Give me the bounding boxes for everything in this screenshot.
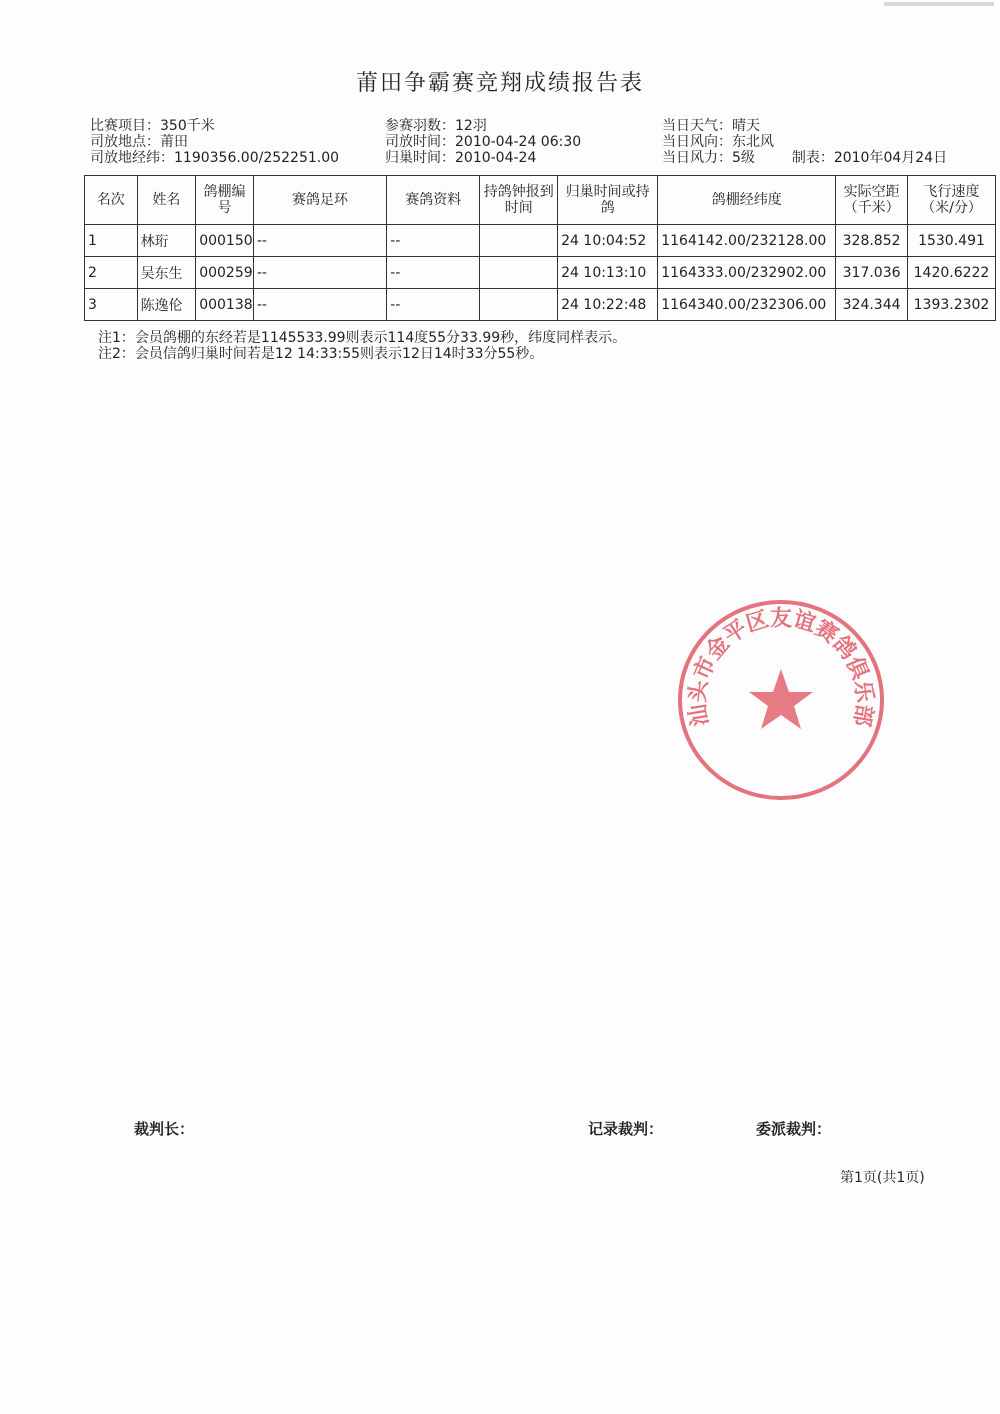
- cell-loft-coord: 1164340.00/232306.00: [658, 289, 836, 321]
- cell-return-time: 24 10:13:10: [558, 257, 658, 289]
- table-row: [85, 257, 996, 289]
- delegate-signature: 委派裁判：: [756, 1120, 832, 1138]
- col-header-loft-id: 鸽棚编号: [196, 176, 254, 225]
- col-header-ring: 赛鸽足环: [253, 176, 386, 225]
- recorder-signature: 记录裁判：: [588, 1120, 664, 1138]
- page-title: 莆田争霸赛竞翔成绩报告表: [355, 71, 644, 96]
- release-place-value: 莆田: [160, 134, 188, 150]
- table-row: [85, 289, 996, 321]
- wind-force-label: 当日风力：: [662, 150, 732, 166]
- col-header-rank: 名次: [85, 176, 138, 225]
- release-coord-row: [90, 150, 339, 166]
- release-place-label: 司放地点：: [90, 134, 160, 150]
- cell-clock-time: [480, 289, 558, 321]
- release-place-row: [90, 134, 188, 150]
- made-date-value: 2010年04月24日: [833, 150, 948, 166]
- cell-rank: 3: [85, 289, 138, 321]
- col-header-distance: 实际空距（千米）: [836, 176, 908, 225]
- table-header-row: [85, 176, 996, 225]
- cell-rank: 1: [85, 225, 138, 257]
- event-label: 比赛项目：: [90, 118, 160, 134]
- cell-loft-id: 000138: [196, 289, 254, 321]
- release-time-label: 司放时间：: [385, 134, 455, 150]
- cell-distance: 328.852: [836, 225, 908, 257]
- cell-speed: 1530.491: [907, 225, 995, 257]
- return-time-row: [385, 150, 536, 166]
- cell-name: 吴东生: [137, 257, 196, 289]
- wind-direction-value: 东北风: [732, 134, 774, 150]
- table-row: [85, 225, 996, 257]
- page-number: 第1页(共1页): [840, 1170, 925, 1186]
- cell-clock-time: [480, 257, 558, 289]
- cell-speed: 1393.2302: [907, 289, 995, 321]
- col-header-speed: 飞行速度（米/分）: [907, 176, 995, 225]
- cell-loft-id: 000259: [196, 257, 254, 289]
- col-header-return-time: 归巢时间或持鸽: [558, 176, 658, 225]
- entries-value: 12羽: [455, 118, 487, 134]
- cell-ring: --: [253, 225, 386, 257]
- cell-pigeon-info: --: [387, 289, 480, 321]
- cell-name: 林珩: [137, 225, 196, 257]
- cell-ring: --: [253, 289, 386, 321]
- note-2: 注2：会员信鸽归巢时间若是12 14:33:55则表示12日14时33分55秒。: [98, 346, 544, 362]
- weather-row: [662, 118, 760, 134]
- wind-direction-row: [662, 134, 774, 150]
- cell-distance: 317.036: [836, 257, 908, 289]
- weather-label: 当日天气：: [662, 118, 732, 134]
- event-row: [90, 118, 215, 134]
- note-1: 注1：会员鸽棚的东经若是1145533.99则表示114度55分33.99秒，纬度同样表示。: [98, 330, 627, 346]
- cell-rank: 2: [85, 257, 138, 289]
- cell-loft-id: 000150: [196, 225, 254, 257]
- made-date-label: 制表：: [791, 150, 834, 166]
- star-icon: [749, 669, 813, 729]
- cell-return-time: 24 10:04:52: [558, 225, 658, 257]
- cell-loft-coord: 1164142.00/232128.00: [658, 225, 836, 257]
- cell-distance: 324.344: [836, 289, 908, 321]
- release-time-value: 2010-04-24 06:30: [455, 134, 582, 150]
- wind-direction-label: 当日风向：: [662, 134, 732, 150]
- cell-pigeon-info: --: [387, 225, 480, 257]
- cell-return-time: 24 10:22:48: [558, 289, 658, 321]
- cell-loft-coord: 1164333.00/232902.00: [658, 257, 836, 289]
- seal-text: 汕头市金平区友谊赛鸽俱乐部: [685, 606, 877, 729]
- col-header-loft-coord: 鸽棚经纬度: [658, 176, 836, 225]
- entries-label: 参赛羽数：: [385, 118, 455, 134]
- entries-row: [385, 118, 487, 134]
- chief-judge-signature: 裁判长：: [134, 1120, 195, 1138]
- cell-speed: 1420.6222: [907, 257, 995, 289]
- official-seal: [675, 597, 887, 803]
- cell-pigeon-info: --: [387, 257, 480, 289]
- cell-name: 陈逸伦: [137, 289, 196, 321]
- release-coord-label: 司放地经纬：: [90, 150, 174, 166]
- release-time-row: [385, 134, 581, 150]
- weather-value: 晴天: [732, 118, 760, 134]
- wind-force-value: 5级: [732, 150, 755, 166]
- col-header-name: 姓名: [137, 176, 196, 225]
- wind-force-row: [662, 150, 947, 166]
- cell-clock-time: [480, 225, 558, 257]
- return-time-value: 2010-04-24: [455, 150, 537, 166]
- return-time-label: 归巢时间：: [385, 150, 455, 166]
- cell-ring: --: [253, 257, 386, 289]
- release-coord-value: 1190356.00/252251.00: [174, 150, 340, 166]
- scan-mark: [884, 2, 994, 6]
- results-table: [84, 175, 996, 321]
- col-header-clock-time: 持鸽钟报到时间: [480, 176, 558, 225]
- event-value: 350千米: [160, 118, 215, 134]
- col-header-pigeon-info: 赛鸽资料: [387, 176, 480, 225]
